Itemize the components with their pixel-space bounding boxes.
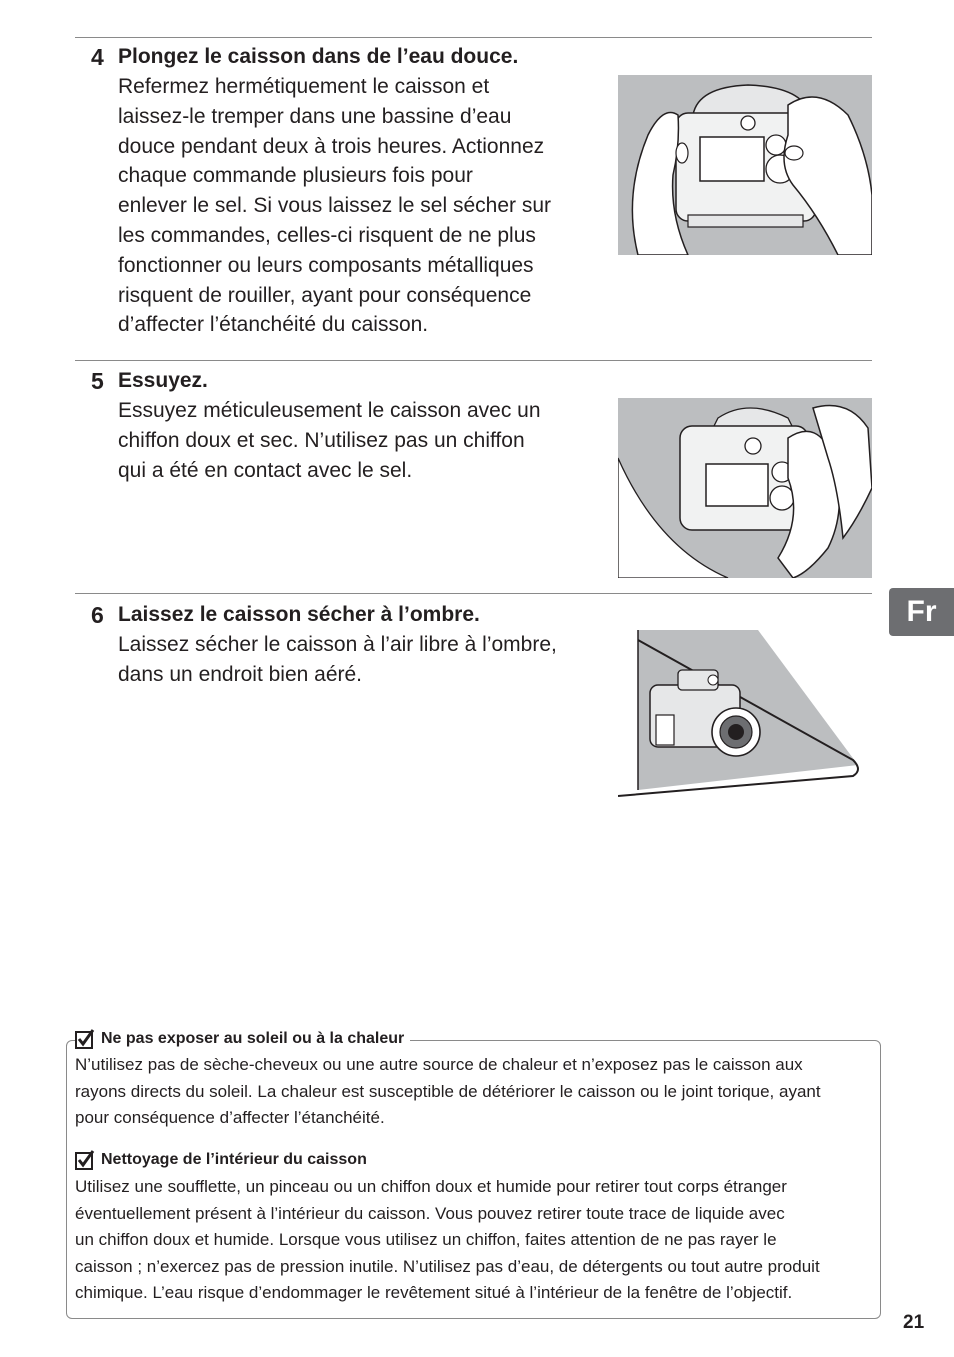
dry-in-shade-illustration [618,630,863,800]
checkmark-icon [75,1150,95,1170]
note-text-cleaning: Utilisez une soufflette, un pinceau ou un chiffon doux et humide pour retirer tout corps étranger éventuellement présent à l’intérieur du caisson. Vous pouvez retirer toute trace de liquide avec un chiffon doux et humide. Lorsque vous utilisez un chiffon, faites attention de ne pas rayer le caisson ; n’exercez pas de pression inutile. N’utilisez pas d’eau, de détergents ou tout autre produit chimique. L’eau risque d’endommager le revêtement situé à l’intérieur de la fenêtre de l’objectif. [75,1177,820,1303]
note-title: Nettoyage de l’intérieur du caisson [101,1151,367,1168]
step-title: Laissez le caisson sécher à l’ombre. [118,603,480,626]
note-title: Ne pas exposer au soleil ou à la chaleur [101,1030,405,1047]
wipe-housing-illustration [618,398,872,578]
step-number: 6 [91,602,104,628]
language-tab: Fr [889,588,954,636]
separator-step-5 [75,360,872,361]
step-text: Essuyez méticuleusement le caisson avec un chiffon doux et sec. N’utilisez pas un chiffon qui a été en contact avec le sel. [118,399,541,482]
step-number: 4 [91,44,104,70]
checkmark-icon [75,1029,95,1049]
step-text: Refermez hermétiquement le caisson et laissez-le tremper dans une bassine d’eau douce pendant deux à trois heures. Actionnez chaque commande plusieurs fois pour enlever le sel. Si vous laissez le sel sécher sur les commandes, celles-ci risquent de ne plus fonctionner ou leurs composants métalliques risquent de rouiller, ayant pour conséquence d’affecter l’étanchéité du caisson. [118,75,552,337]
soak-housing-illustration [618,75,872,255]
step-title: Essuyez. [118,369,208,392]
note-text-sun: N’utilisez pas de sèche-cheveux ou une autre source de chaleur et n’exposez pas le caisson aux rayons directs du soleil. La chaleur est susceptible de détériorer le caisson ou le joint torique, ayant pour conséquence d’affecter l’étanchéité. [75,1055,821,1128]
step-text: Laissez sécher le caisson à l’air libre à l’ombre, dans un endroit bien aéré. [118,633,557,686]
note-heading-cleaning [75,1149,373,1171]
separator-step-6 [75,593,872,594]
note-heading-sun [75,1028,410,1050]
step-number: 5 [91,368,104,394]
separator-top [75,37,872,38]
page-number: 21 [903,1312,925,1333]
step-title: Plongez le caisson dans de l’eau douce. [118,45,519,68]
